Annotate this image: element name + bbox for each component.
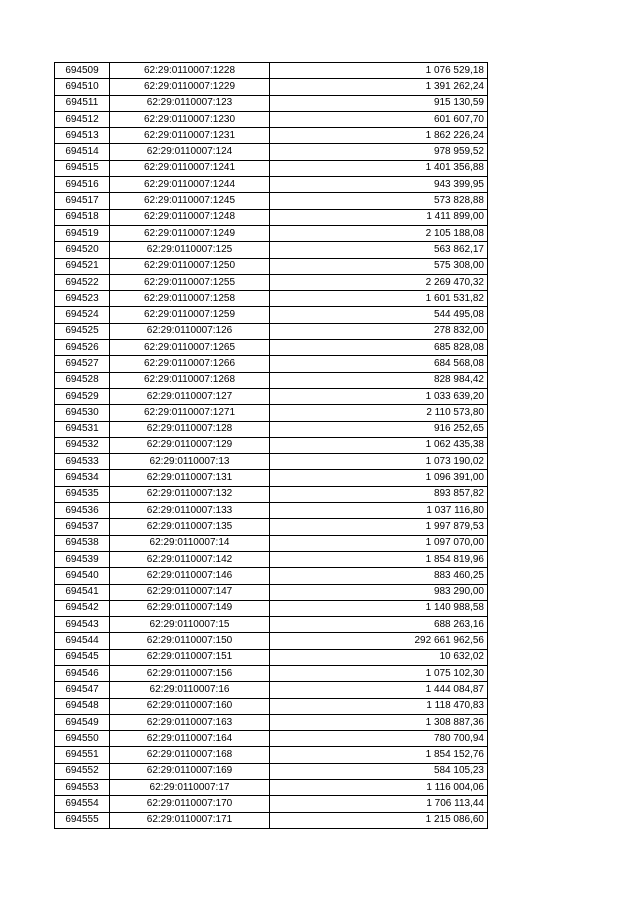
row-number-cell: 694529	[55, 388, 110, 404]
table-row	[55, 617, 488, 633]
cadastral-number-cell: 62:29:0110007:146	[110, 568, 270, 584]
table-row	[55, 291, 488, 307]
row-number-cell: 694544	[55, 633, 110, 649]
table-row	[55, 519, 488, 535]
table-row	[55, 274, 488, 290]
table-row	[55, 796, 488, 812]
cadastral-number-cell: 62:29:0110007:132	[110, 486, 270, 502]
cadastral-number-cell: 62:29:0110007:147	[110, 584, 270, 600]
table-row	[55, 128, 488, 144]
cadastral-value-cell: 10 632,02	[270, 649, 488, 665]
row-number-cell: 694510	[55, 79, 110, 95]
table-row	[55, 665, 488, 681]
cadastral-value-cell: 292 661 962,56	[270, 633, 488, 649]
table-row	[55, 470, 488, 486]
row-number-cell: 694512	[55, 111, 110, 127]
cadastral-number-cell: 62:29:0110007:1245	[110, 193, 270, 209]
row-number-cell: 694552	[55, 763, 110, 779]
cadastral-number-cell: 62:29:0110007:15	[110, 617, 270, 633]
row-number-cell: 694522	[55, 274, 110, 290]
row-number-cell: 694540	[55, 568, 110, 584]
cadastral-value-cell: 2 110 573,80	[270, 405, 488, 421]
row-number-cell: 694519	[55, 225, 110, 241]
cadastral-value-cell: 1 601 531,82	[270, 291, 488, 307]
table-row	[55, 649, 488, 665]
row-number-cell: 694545	[55, 649, 110, 665]
cadastral-number-cell: 62:29:0110007:125	[110, 242, 270, 258]
cadastral-number-cell: 62:29:0110007:124	[110, 144, 270, 160]
table-row	[55, 111, 488, 127]
cadastral-number-cell: 62:29:0110007:142	[110, 551, 270, 567]
cadastral-number-cell: 62:29:0110007:135	[110, 519, 270, 535]
table-row	[55, 747, 488, 763]
cadastral-value-cell: 575 308,00	[270, 258, 488, 274]
cadastral-number-cell: 62:29:0110007:1259	[110, 307, 270, 323]
table-row	[55, 421, 488, 437]
cadastral-number-cell: 62:29:0110007:126	[110, 323, 270, 339]
table-row	[55, 242, 488, 258]
table-row	[55, 372, 488, 388]
row-number-cell: 694555	[55, 812, 110, 828]
cadastral-number-cell: 62:29:0110007:127	[110, 388, 270, 404]
cadastral-number-cell: 62:29:0110007:156	[110, 665, 270, 681]
cadastral-value-cell: 1 037 116,80	[270, 503, 488, 519]
table-row	[55, 323, 488, 339]
table-row	[55, 144, 488, 160]
row-number-cell: 694530	[55, 405, 110, 421]
cadastral-number-cell: 62:29:0110007:14	[110, 535, 270, 551]
row-number-cell: 694534	[55, 470, 110, 486]
cadastral-number-cell: 62:29:0110007:1268	[110, 372, 270, 388]
row-number-cell: 694543	[55, 617, 110, 633]
cadastral-value-cell: 828 984,42	[270, 372, 488, 388]
cadastral-value-cell: 573 828,88	[270, 193, 488, 209]
row-number-cell: 694513	[55, 128, 110, 144]
table-row	[55, 454, 488, 470]
cadastral-value-cell: 943 399,95	[270, 177, 488, 193]
cadastral-value-cell: 601 607,70	[270, 111, 488, 127]
table-row	[55, 763, 488, 779]
row-number-cell: 694518	[55, 209, 110, 225]
cadastral-number-cell: 62:29:0110007:131	[110, 470, 270, 486]
table-row	[55, 177, 488, 193]
table-row	[55, 95, 488, 111]
row-number-cell: 694523	[55, 291, 110, 307]
row-number-cell: 694551	[55, 747, 110, 763]
cadastral-value-cell: 983 290,00	[270, 584, 488, 600]
table-row	[55, 600, 488, 616]
cadastral-value-cell: 2 269 470,32	[270, 274, 488, 290]
cadastral-value-cell: 563 862,17	[270, 242, 488, 258]
cadastral-number-cell: 62:29:0110007:1271	[110, 405, 270, 421]
cadastral-value-cell: 685 828,08	[270, 340, 488, 356]
row-number-cell: 694509	[55, 63, 110, 79]
cadastral-value-cell: 1 076 529,18	[270, 63, 488, 79]
row-number-cell: 694526	[55, 340, 110, 356]
cadastral-number-cell: 62:29:0110007:1265	[110, 340, 270, 356]
cadastral-value-cell: 1 862 226,24	[270, 128, 488, 144]
row-number-cell: 694536	[55, 503, 110, 519]
cadastral-value-table	[54, 62, 488, 829]
table-row	[55, 812, 488, 828]
cadastral-number-cell: 62:29:0110007:123	[110, 95, 270, 111]
cadastral-number-cell: 62:29:0110007:151	[110, 649, 270, 665]
cadastral-value-cell: 1 062 435,38	[270, 437, 488, 453]
row-number-cell: 694531	[55, 421, 110, 437]
table-row	[55, 568, 488, 584]
table-row	[55, 63, 488, 79]
cadastral-value-cell: 893 857,82	[270, 486, 488, 502]
table-row	[55, 551, 488, 567]
table-row	[55, 731, 488, 747]
table-row	[55, 340, 488, 356]
cadastral-number-cell: 62:29:0110007:1231	[110, 128, 270, 144]
cadastral-number-cell: 62:29:0110007:171	[110, 812, 270, 828]
cadastral-value-cell: 1 118 470,83	[270, 698, 488, 714]
table-row	[55, 258, 488, 274]
cadastral-value-cell: 544 495,08	[270, 307, 488, 323]
table-row	[55, 307, 488, 323]
row-number-cell: 694516	[55, 177, 110, 193]
table-row	[55, 486, 488, 502]
cadastral-number-cell: 62:29:0110007:149	[110, 600, 270, 616]
cadastral-number-cell: 62:29:0110007:1249	[110, 225, 270, 241]
cadastral-number-cell: 62:29:0110007:163	[110, 714, 270, 730]
cadastral-number-cell: 62:29:0110007:128	[110, 421, 270, 437]
cadastral-number-cell: 62:29:0110007:17	[110, 780, 270, 796]
cadastral-number-cell: 62:29:0110007:1258	[110, 291, 270, 307]
cadastral-value-cell: 584 105,23	[270, 763, 488, 779]
table-row	[55, 535, 488, 551]
row-number-cell: 694528	[55, 372, 110, 388]
row-number-cell: 694539	[55, 551, 110, 567]
row-number-cell: 694548	[55, 698, 110, 714]
cadastral-number-cell: 62:29:0110007:169	[110, 763, 270, 779]
row-number-cell: 694525	[55, 323, 110, 339]
cadastral-value-cell: 1 391 262,24	[270, 79, 488, 95]
cadastral-number-cell: 62:29:0110007:1228	[110, 63, 270, 79]
cadastral-value-cell: 684 568,08	[270, 356, 488, 372]
cadastral-value-cell: 1 033 639,20	[270, 388, 488, 404]
row-number-cell: 694532	[55, 437, 110, 453]
cadastral-value-cell: 1 401 356,88	[270, 160, 488, 176]
cadastral-number-cell: 62:29:0110007:160	[110, 698, 270, 714]
table-row	[55, 160, 488, 176]
cadastral-value-cell: 916 252,65	[270, 421, 488, 437]
cadastral-number-cell: 62:29:0110007:129	[110, 437, 270, 453]
table-row	[55, 193, 488, 209]
table-row	[55, 79, 488, 95]
row-number-cell: 694542	[55, 600, 110, 616]
row-number-cell: 694535	[55, 486, 110, 502]
cadastral-number-cell: 62:29:0110007:1250	[110, 258, 270, 274]
cadastral-value-cell: 1 854 152,76	[270, 747, 488, 763]
cadastral-value-cell: 1 997 879,53	[270, 519, 488, 535]
cadastral-value-cell: 1 444 084,87	[270, 682, 488, 698]
cadastral-number-cell: 62:29:0110007:133	[110, 503, 270, 519]
row-number-cell: 694527	[55, 356, 110, 372]
row-number-cell: 694550	[55, 731, 110, 747]
cadastral-value-cell: 1 854 819,96	[270, 551, 488, 567]
cadastral-value-cell: 978 959,52	[270, 144, 488, 160]
table-row	[55, 682, 488, 698]
cadastral-value-cell: 278 832,00	[270, 323, 488, 339]
cadastral-value-cell: 1 096 391,00	[270, 470, 488, 486]
cadastral-value-cell: 1 116 004,06	[270, 780, 488, 796]
table-row	[55, 388, 488, 404]
table-row	[55, 503, 488, 519]
cadastral-value-cell: 780 700,94	[270, 731, 488, 747]
cadastral-value-cell: 1 411 899,00	[270, 209, 488, 225]
cadastral-number-cell: 62:29:0110007:164	[110, 731, 270, 747]
cadastral-value-cell: 1 073 190,02	[270, 454, 488, 470]
table-row	[55, 356, 488, 372]
table-row	[55, 584, 488, 600]
cadastral-value-cell: 883 460,25	[270, 568, 488, 584]
cadastral-number-cell: 62:29:0110007:16	[110, 682, 270, 698]
row-number-cell: 694515	[55, 160, 110, 176]
cadastral-number-cell: 62:29:0110007:13	[110, 454, 270, 470]
cadastral-number-cell: 62:29:0110007:1248	[110, 209, 270, 225]
table-row	[55, 209, 488, 225]
row-number-cell: 694517	[55, 193, 110, 209]
row-number-cell: 694533	[55, 454, 110, 470]
row-number-cell: 694520	[55, 242, 110, 258]
table-row	[55, 633, 488, 649]
row-number-cell: 694547	[55, 682, 110, 698]
row-number-cell: 694553	[55, 780, 110, 796]
cadastral-number-cell: 62:29:0110007:150	[110, 633, 270, 649]
table-row	[55, 437, 488, 453]
cadastral-value-cell: 1 706 113,44	[270, 796, 488, 812]
cadastral-value-cell: 915 130,59	[270, 95, 488, 111]
table-row	[55, 225, 488, 241]
cadastral-value-cell: 1 097 070,00	[270, 535, 488, 551]
cadastral-value-cell: 1 140 988,58	[270, 600, 488, 616]
cadastral-number-cell: 62:29:0110007:168	[110, 747, 270, 763]
cadastral-value-cell: 1 308 887,36	[270, 714, 488, 730]
table-row	[55, 405, 488, 421]
cadastral-number-cell: 62:29:0110007:170	[110, 796, 270, 812]
cadastral-value-cell: 1 075 102,30	[270, 665, 488, 681]
cadastral-number-cell: 62:29:0110007:1255	[110, 274, 270, 290]
table-row	[55, 714, 488, 730]
cadastral-number-cell: 62:29:0110007:1241	[110, 160, 270, 176]
row-number-cell: 694546	[55, 665, 110, 681]
row-number-cell: 694541	[55, 584, 110, 600]
row-number-cell: 694514	[55, 144, 110, 160]
row-number-cell: 694537	[55, 519, 110, 535]
row-number-cell: 694511	[55, 95, 110, 111]
cadastral-number-cell: 62:29:0110007:1230	[110, 111, 270, 127]
cadastral-number-cell: 62:29:0110007:1266	[110, 356, 270, 372]
cadastral-value-cell: 688 263,16	[270, 617, 488, 633]
row-number-cell: 694521	[55, 258, 110, 274]
cadastral-value-cell: 2 105 188,08	[270, 225, 488, 241]
row-number-cell: 694538	[55, 535, 110, 551]
row-number-cell: 694554	[55, 796, 110, 812]
table-row	[55, 780, 488, 796]
cadastral-number-cell: 62:29:0110007:1244	[110, 177, 270, 193]
cadastral-value-cell: 1 215 086,60	[270, 812, 488, 828]
table-row	[55, 698, 488, 714]
cadastral-number-cell: 62:29:0110007:1229	[110, 79, 270, 95]
row-number-cell: 694549	[55, 714, 110, 730]
table-body	[55, 63, 488, 829]
row-number-cell: 694524	[55, 307, 110, 323]
